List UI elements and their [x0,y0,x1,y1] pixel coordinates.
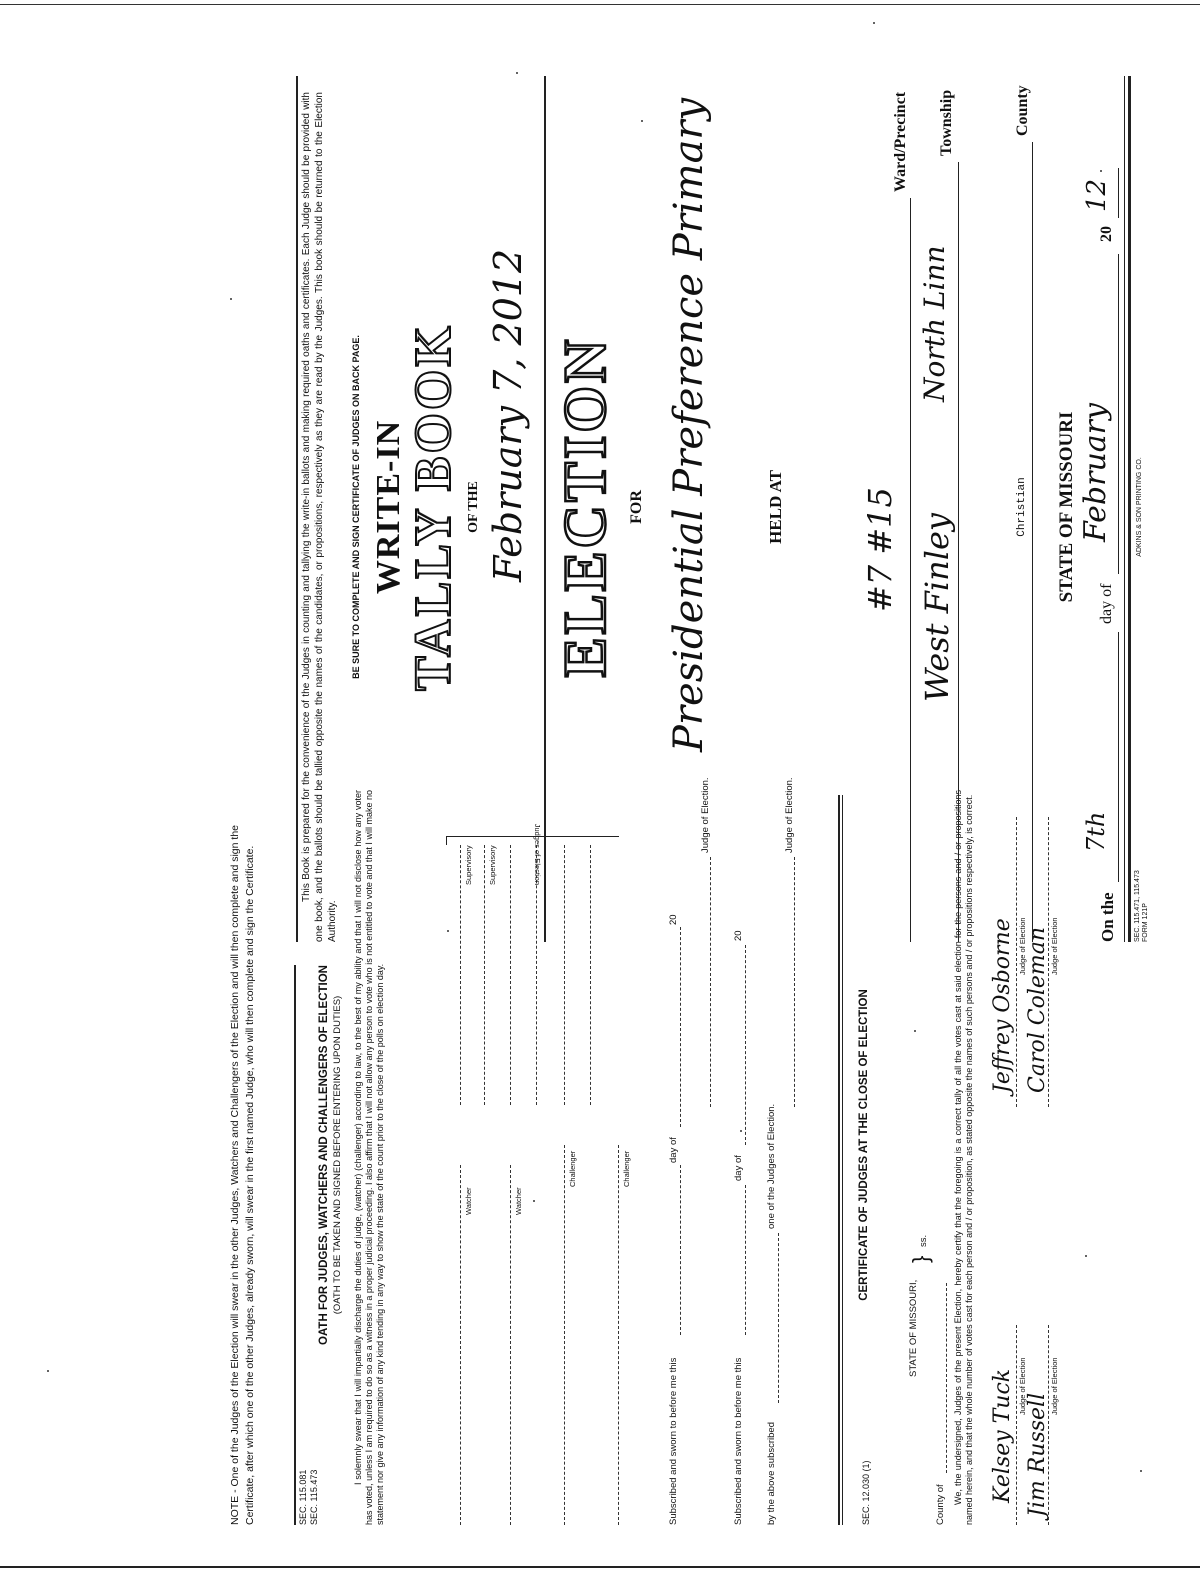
supervisory-caption: Supervisory [488,845,497,885]
day-line [680,1165,681,1335]
year-line [1118,168,1119,218]
watcher-caption: Watcher [464,1187,473,1215]
certificate-text: We, the undersigned, Judges of the present Election, hereby certify that the foregoing is a correct tally of all the votes cast at said election for the persons and / or propositions named herein, and that the whole number of votes cast for each person and / or proposition, as stated opposite the names of such persons and / or propositions respectively, is correct. [953,790,974,1525]
section-rule [294,965,296,1525]
year-prefix: 20 [733,930,744,941]
brace-symbol: } [908,1255,933,1263]
one-of-judges-label: one of the Judges of Election. [766,1103,777,1229]
month-line [745,945,746,1145]
handwritten-month: February [1078,403,1113,542]
year-prefix: 20 [668,914,679,925]
scan-speck [1085,1255,1087,1257]
tally-book-heading: TALLY BOOK [405,323,462,691]
county-filled: Christian [1016,477,1028,537]
oath-title: OATH FOR JUDGES, WATCHERS AND CHALLENGERS OF ELECTION [318,965,330,1345]
top-rule [296,76,298,942]
supervisory-caption: Supervisory [464,845,473,885]
reminder-text: BE SURE TO COMPLETE AND SIGN CERTIFICATE OF JUDGES ON BACK PAGE. [351,335,361,679]
tally-book-cover-panel [296,72,1149,942]
judge-caption: Judge of Election [1050,1357,1059,1415]
judges-of-election-caption: Judges of Election [533,823,542,885]
judge-of-election-label: Judge of Election. [784,777,795,853]
handwritten-precinct: #7 #15 [861,487,899,612]
write-in-heading: WRITE-IN [370,419,407,595]
judge-signature: Kelsey Tuck [990,1368,1015,1503]
handwritten-date: February 7, 2012 [486,248,530,582]
on-the-label: On the [1098,892,1117,942]
handwritten-place: West Finley [918,513,956,702]
watcher-caption: Watcher [514,1187,523,1215]
scan-speck [873,22,875,24]
of-the-label: OF THE [466,481,481,533]
judge-signature: Carol Coleman [1025,926,1050,1093]
judge-of-election-label: Judge of Election. [700,777,711,853]
cert-section-number: SEC. 12.030 (1) [861,1460,871,1525]
handwritten-election-name: Presidential Preference Primary [666,97,712,752]
subscriber-line [778,1233,779,1403]
certificate-title: CERTIFICATE OF JUDGES AT THE CLOSE OF ELECTION [858,989,870,1301]
challenger-caption: Challenger [622,1150,631,1187]
intro-paragraph [300,92,339,942]
bottom-rule [1128,76,1131,942]
month-line [1118,254,1119,574]
judge-caption: Judge of Election [1018,1357,1027,1415]
scan-speck [230,298,232,300]
judge-signature-line [1048,1325,1049,1525]
judge-caption: Judge of Election [1018,917,1027,975]
judge-caption: Judge of Election [1050,917,1059,975]
by-above-label: by the above subscribed [766,1422,777,1525]
handwritten-township: North Linn [918,245,951,402]
bottom-rule [1124,76,1125,942]
judge-signature-line [1016,1325,1017,1525]
year-prefix: 20 [1098,226,1115,242]
ss-label: ss. [918,1234,929,1247]
judge-signature: Jeffrey Osborne [990,918,1015,1093]
held-at-label: HELD AT [766,470,785,544]
township-line [958,162,959,942]
form-number: FORM 121P [1142,903,1149,942]
state-of-missouri-heading: STATE OF MISSOURI [1056,411,1077,603]
oath-subtitle: (OATH TO BE TAKEN AND SIGNED BEFORE ENTERING UPON DUTIES) [332,995,343,1315]
county-line [946,1283,947,1473]
ward-precinct-label: Ward/Precinct [892,91,909,192]
page-bottom-edge [0,1566,1200,1568]
day-line [1118,632,1119,882]
subscribed-label: Subscribed and sworn to before me this [733,1357,744,1525]
day-of-label: day of [733,1155,744,1181]
watcher-line [510,1165,511,1525]
day-of-label: day of [668,1137,679,1163]
election-heading: ELECTION [552,336,618,678]
oath-text: I solemnly swear that I will impartially discharge the duties of judge, (watcher) (challenger) according to law, to the best of my ability and that I will not disclose how any voter has voted, unless I am required to do so as a witness in a proper judicial proceeding. I also affirm that I will not allow any person to vote who is not entitled to vote and that I will make no statement nor give any information of any kind tending in any way to show the state of the count prior to the close of the polls on election day. [353,790,385,1525]
judges-note: NOTE - One of the Judges of the Election will swear in the other Judges, Watchers and Challengers of the Election and will then complete and sign the Certificate, after which one of the other Judges, already sworn, will swear in the first named Judge, who will then complete and sign the Certificate. [229,825,256,1525]
county-of-label: County of [935,1484,946,1525]
precinct-line [910,198,911,942]
for-label: FOR [628,490,645,524]
county-line [1032,142,1033,942]
oath-section-number-2: SEC. 115.473 [309,1469,319,1525]
form-section-numbers: SEC. 115.471, 115.473 [1134,870,1141,942]
scan-speck [47,1370,49,1372]
oath-section-number: SEC. 115.081 [298,1469,308,1525]
month-line [680,927,681,1127]
page-top-edge [0,4,1200,5]
challenger-caption: Challenger [568,1150,577,1187]
day-of-label: day of [1098,583,1115,624]
county-label: County [1014,85,1031,136]
challenger-line [564,1145,565,1525]
challenger-line [618,1145,619,1525]
state-of-missouri-label: STATE OF MISSOURI, [908,1279,919,1377]
date-line [544,76,546,942]
printer-name: ADKINS & SON PRINTING CO. [1136,457,1143,557]
scan-speck [1140,1470,1142,1472]
handwritten-year: 12 [1082,178,1112,212]
township-label: Township [938,89,955,156]
day-line [745,1185,746,1335]
handwritten-day: 7th [1082,811,1110,852]
judge-signature: Jim Russell [1025,1392,1050,1517]
subscribed-label: Subscribed and sworn to before me this [668,1357,679,1525]
intro-text: This Book is prepared for the convenience of the Judges in counting and tallying the write-in ballots and making required oaths and certificates. Each Judge should be provided with one book, and the ballots should be tallied opposite the names of the candidates, or propositions, respectively as they are read by the Judges. This book should be returned to the Election Authority. [301,92,338,942]
watcher-line [460,1165,461,1525]
